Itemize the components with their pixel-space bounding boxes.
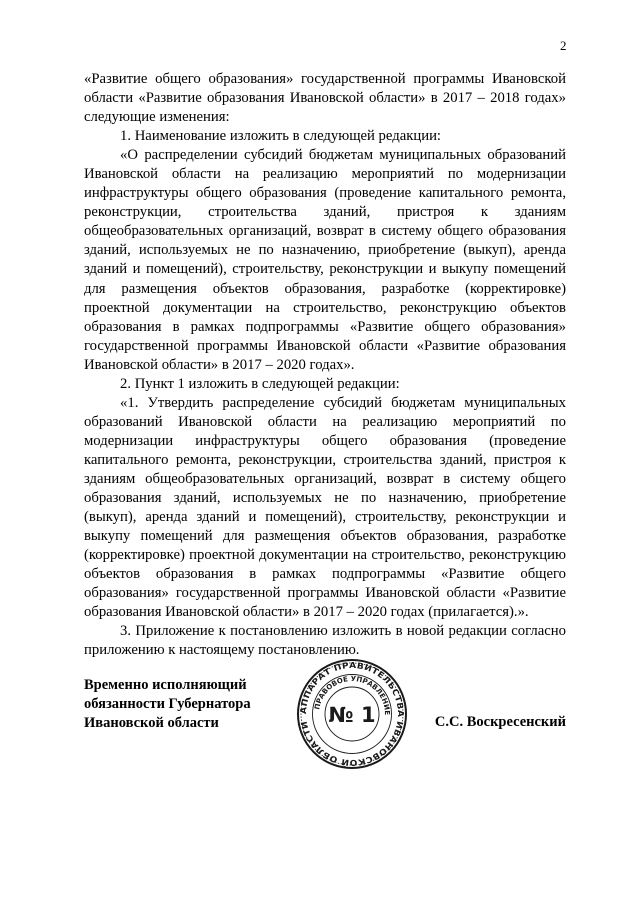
signer-title-line: обязанности Губернатора: [84, 696, 251, 712]
paragraph: «О распределении субсидий бюджетам муниципальных образований Ивановской области на реализацию мероприятий по модернизации инфраструктуры общего образования (проведение капитального ремонта, реконструкции, строительства зданий, пристроя к зданиям общеобразовательных организаций, возврат в систему общего образования зданий, используемых не по назначению, приобретение (выкуп), аренда зданий и помещений), строительству, реконструкции и выкупу помещений для размещения объектов образования, разработке (корректировке) проектной документации на строительство, реконструкцию объектов образования в рамках подпрограммы «Развитие общего образования» государственной программы Ивановской области «Развитие образования Ивановской области» в 2017 – 2020 годах».: [84, 147, 566, 373]
stamp-number: № 1: [328, 703, 376, 727]
signer-title-line: Временно исполняющий: [84, 677, 247, 693]
signature-block: [84, 659, 566, 769]
paragraph: «1. Утвердить распределение субсидий бюджетам муниципальных образований Ивановской области на реализацию мероприятий по модернизации инфраструктуры общего образования (проведение капитального ремонта, реконструкции, строительства зданий, пристроя к зданиям общеобразовательных организаций, возврат в систему общего образования зданий, используемых не по назначению, приобретение (выкуп), аренда зданий и помещений), строительству, реконструкции и выкупу помещений для размещения объектов образования, разработке (корректировке) проектной документации на строительство, реконструкцию объектов образования в рамках подпрограммы «Развитие общего образования» государственной программы Ивановской области «Развитие образования Ивановской области» в 2017 – 2020 годах (прилагается).».: [84, 394, 566, 621]
stamp-outer-text: АППАРАТ ПРАВИТЕЛЬСТВА ИВАНОВСКОЙ ОБЛАСТИ: [297, 659, 407, 769]
paragraph: 1. Наименование изложить в следующей редакции:: [120, 128, 442, 145]
signer-title-line: Ивановской области: [84, 715, 219, 731]
paragraph: 3. Приложение к постановлению изложить в новой редакции согласно приложению к настоящему постановлению.: [84, 623, 566, 659]
stamp-inner-text: ПРАВОВОЕ УПРАВЛЕНИЕ: [313, 674, 392, 716]
paragraph: «Развитие общего образования» государственной программы Ивановской области «Развитие образования Ивановской области» в 2017 – 2018 годах» следующие изменения:: [84, 71, 566, 126]
document-body: [84, 70, 566, 660]
paragraph: 2. Пункт 1 изложить в следующей редакции:: [120, 375, 400, 392]
official-stamp: [296, 658, 408, 770]
signer-name: С.С. Воскресенский: [434, 714, 566, 730]
page-number: 2: [560, 38, 567, 53]
signer-title: [84, 676, 251, 733]
